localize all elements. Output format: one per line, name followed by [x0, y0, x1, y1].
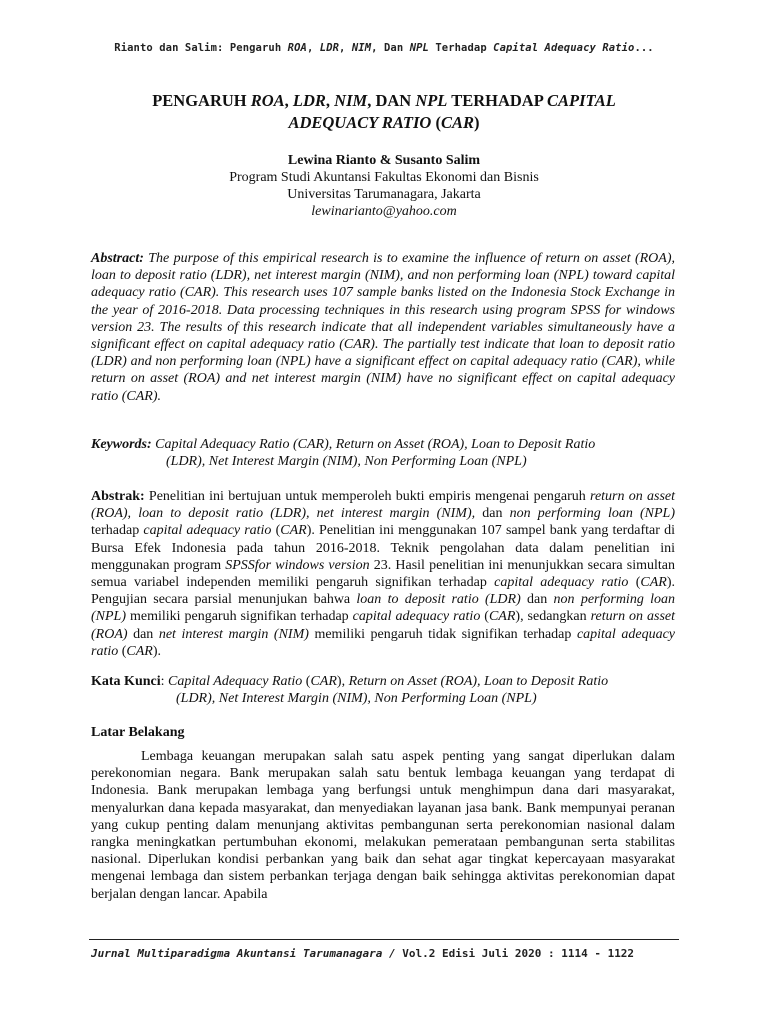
author-email[interactable]: lewinarianto@yahoo.com: [311, 204, 457, 219]
running-header-text: Terhadap: [428, 42, 494, 54]
running-header-roa: ROA: [287, 42, 307, 54]
author-program: Program Studi Akuntansi Fakultas Ekonomi dan Bisnis: [229, 170, 539, 185]
running-header-sep: , Dan: [371, 42, 410, 54]
running-header-text: Rianto dan Salim: Pengaruh: [114, 42, 288, 54]
running-header: [0, 42, 768, 54]
running-header-ldr: LDR: [319, 42, 340, 54]
running-header-sep: ,: [306, 42, 320, 54]
author-names: Lewina Rianto & Susanto Salim: [287, 153, 481, 168]
running-header-ellipsis: ...: [634, 42, 654, 54]
keywords-car: CAR: [297, 437, 325, 452]
footer-issue: Vol.2 Edisi Juli 2020 : 1114 - 1122: [402, 947, 635, 960]
running-header-nim: NIM: [351, 42, 372, 54]
abstrak-label: Abstrak:: [91, 489, 145, 504]
abstract-text: The purpose of this empirical research is to examine the influence of return on asset (ROA), loan to deposit ratio (LDR), net interest margin (NIM), and non performing loan (NPL) toward capital adequacy ratio (CAR). This research uses 107 sample banks listed on the Indonesia Stock Exchange in the year of 2016-2018. Data processing techniques in this research using program SPSS for windows version 23. The results of this research indicate that all independent variables simultaneously have a significant effect on capital adequacy ratio (CAR). The partially test indicate that loan to deposit ratio (LDR) and non performing loan (NPL) have a significant effect on capital adequacy ratio (CAR), while return on asset (ROA) and net interest margin (NIM) have no significant effect on capital adequacy ratio (CAR).: [91, 251, 675, 404]
footer-journal: Jurnal Multiparadigma Akuntansi Tarumanagara /: [91, 947, 403, 960]
keywords-english: Keywords: Capital Adequacy Ratio (CAR), Return on Asset (ROA), Loan to Deposit Ratio (LDR), Net Interest Margin (NIM), Non Performing Loan (NPL): [91, 437, 596, 470]
abstract-label: Abstract:: [91, 251, 144, 266]
journal-footer: [91, 947, 634, 960]
kata-kunci: Kata Kunci: Capital Adequacy Ratio (CAR), Return on Asset (ROA), Loan to Deposit Ratio (LDR), Net Interest Margin (NIM), Non Performing Loan (NPL): [91, 674, 609, 707]
footer-divider: [89, 939, 679, 940]
running-header-sep: ,: [339, 42, 352, 54]
section-heading: Latar Belakang: [91, 725, 185, 740]
keywords-label: Keywords:: [91, 437, 152, 452]
running-header-car: Capital Adequacy Ratio: [493, 42, 635, 54]
abstrak-indonesian: Abstrak: Penelitian ini bertujuan untuk memperoleh bukti empiris mengenai pengaruh return on asset (ROA), loan to deposit ratio (LDR), net interest margin (NIM), dan non performing loan (NPL) terhadap capital adequacy ratio (CAR). Penelitian ini menggunakan 107 sampel bank yang terdaftar di Bursa Efek Indonesia pada tahun 2016-2018. Teknik pengolahan data dalam penelitian ini menggunakan program SPSSfor windows version 23. Hasil penelitian ini menunjukkan secara simultan semua variabel independen memiliki pengaruh signifikan terhadap capital adequacy ratio (CAR). Pengujian secara parsial menunjukan bahwa loan to deposit ratio (LDR) dan non performing loan (NPL) memiliki pengaruh signifikan terhadap capital adequacy ratio (CAR), sedangkan return on asset (ROA) dan net interest margin (NIM) memiliki pengaruh tidak signifikan terhadap capital adequacy ratio (CAR).: [91, 489, 676, 659]
paper-title: PENGARUH ROA, LDR, NIM, DAN NPL TERHADAP CAPITAL ADEQUACY RATIO (CAR): [152, 91, 616, 132]
author-block: [90, 152, 678, 220]
section-paragraph: Lembaga keuangan merupakan salah satu aspek penting yang sangat diperlukan dalam perekonomian negara. Bank merupakan salah satu bentuk lembaga keuangan yang terdapat di Indonesia. Bank merupakan lembaga yang berfungsi untuk menghimpun dana dari masyarakat, menyalurkan dana kepada masyarakat, dan menyediakan layanan jasa bank. Bank mempunyai peranan yang cukup penting dalam menunjang aktivitas pembangunan serta perekonomian nasional dalam rangka meningkatkan pertumbuhan ekonomi, melakukan pemerataan pembangunan serta stabilitas nasional. Diperlukan kondisi perbankan yang baik dan sehat agar tingkat kepercayaan masyarakat mengenai lembaga dan sistem perbankan terjaga dengan baik sehingga aktivitas perekonomian dapat berjalan dengan lancar. Apabila: [91, 749, 675, 902]
kata-kunci-label: Kata Kunci: [91, 674, 161, 689]
running-header-npl: NPL: [409, 42, 429, 54]
abstract-english: [91, 250, 675, 405]
author-university: Universitas Tarumanagara, Jakarta: [287, 187, 481, 202]
